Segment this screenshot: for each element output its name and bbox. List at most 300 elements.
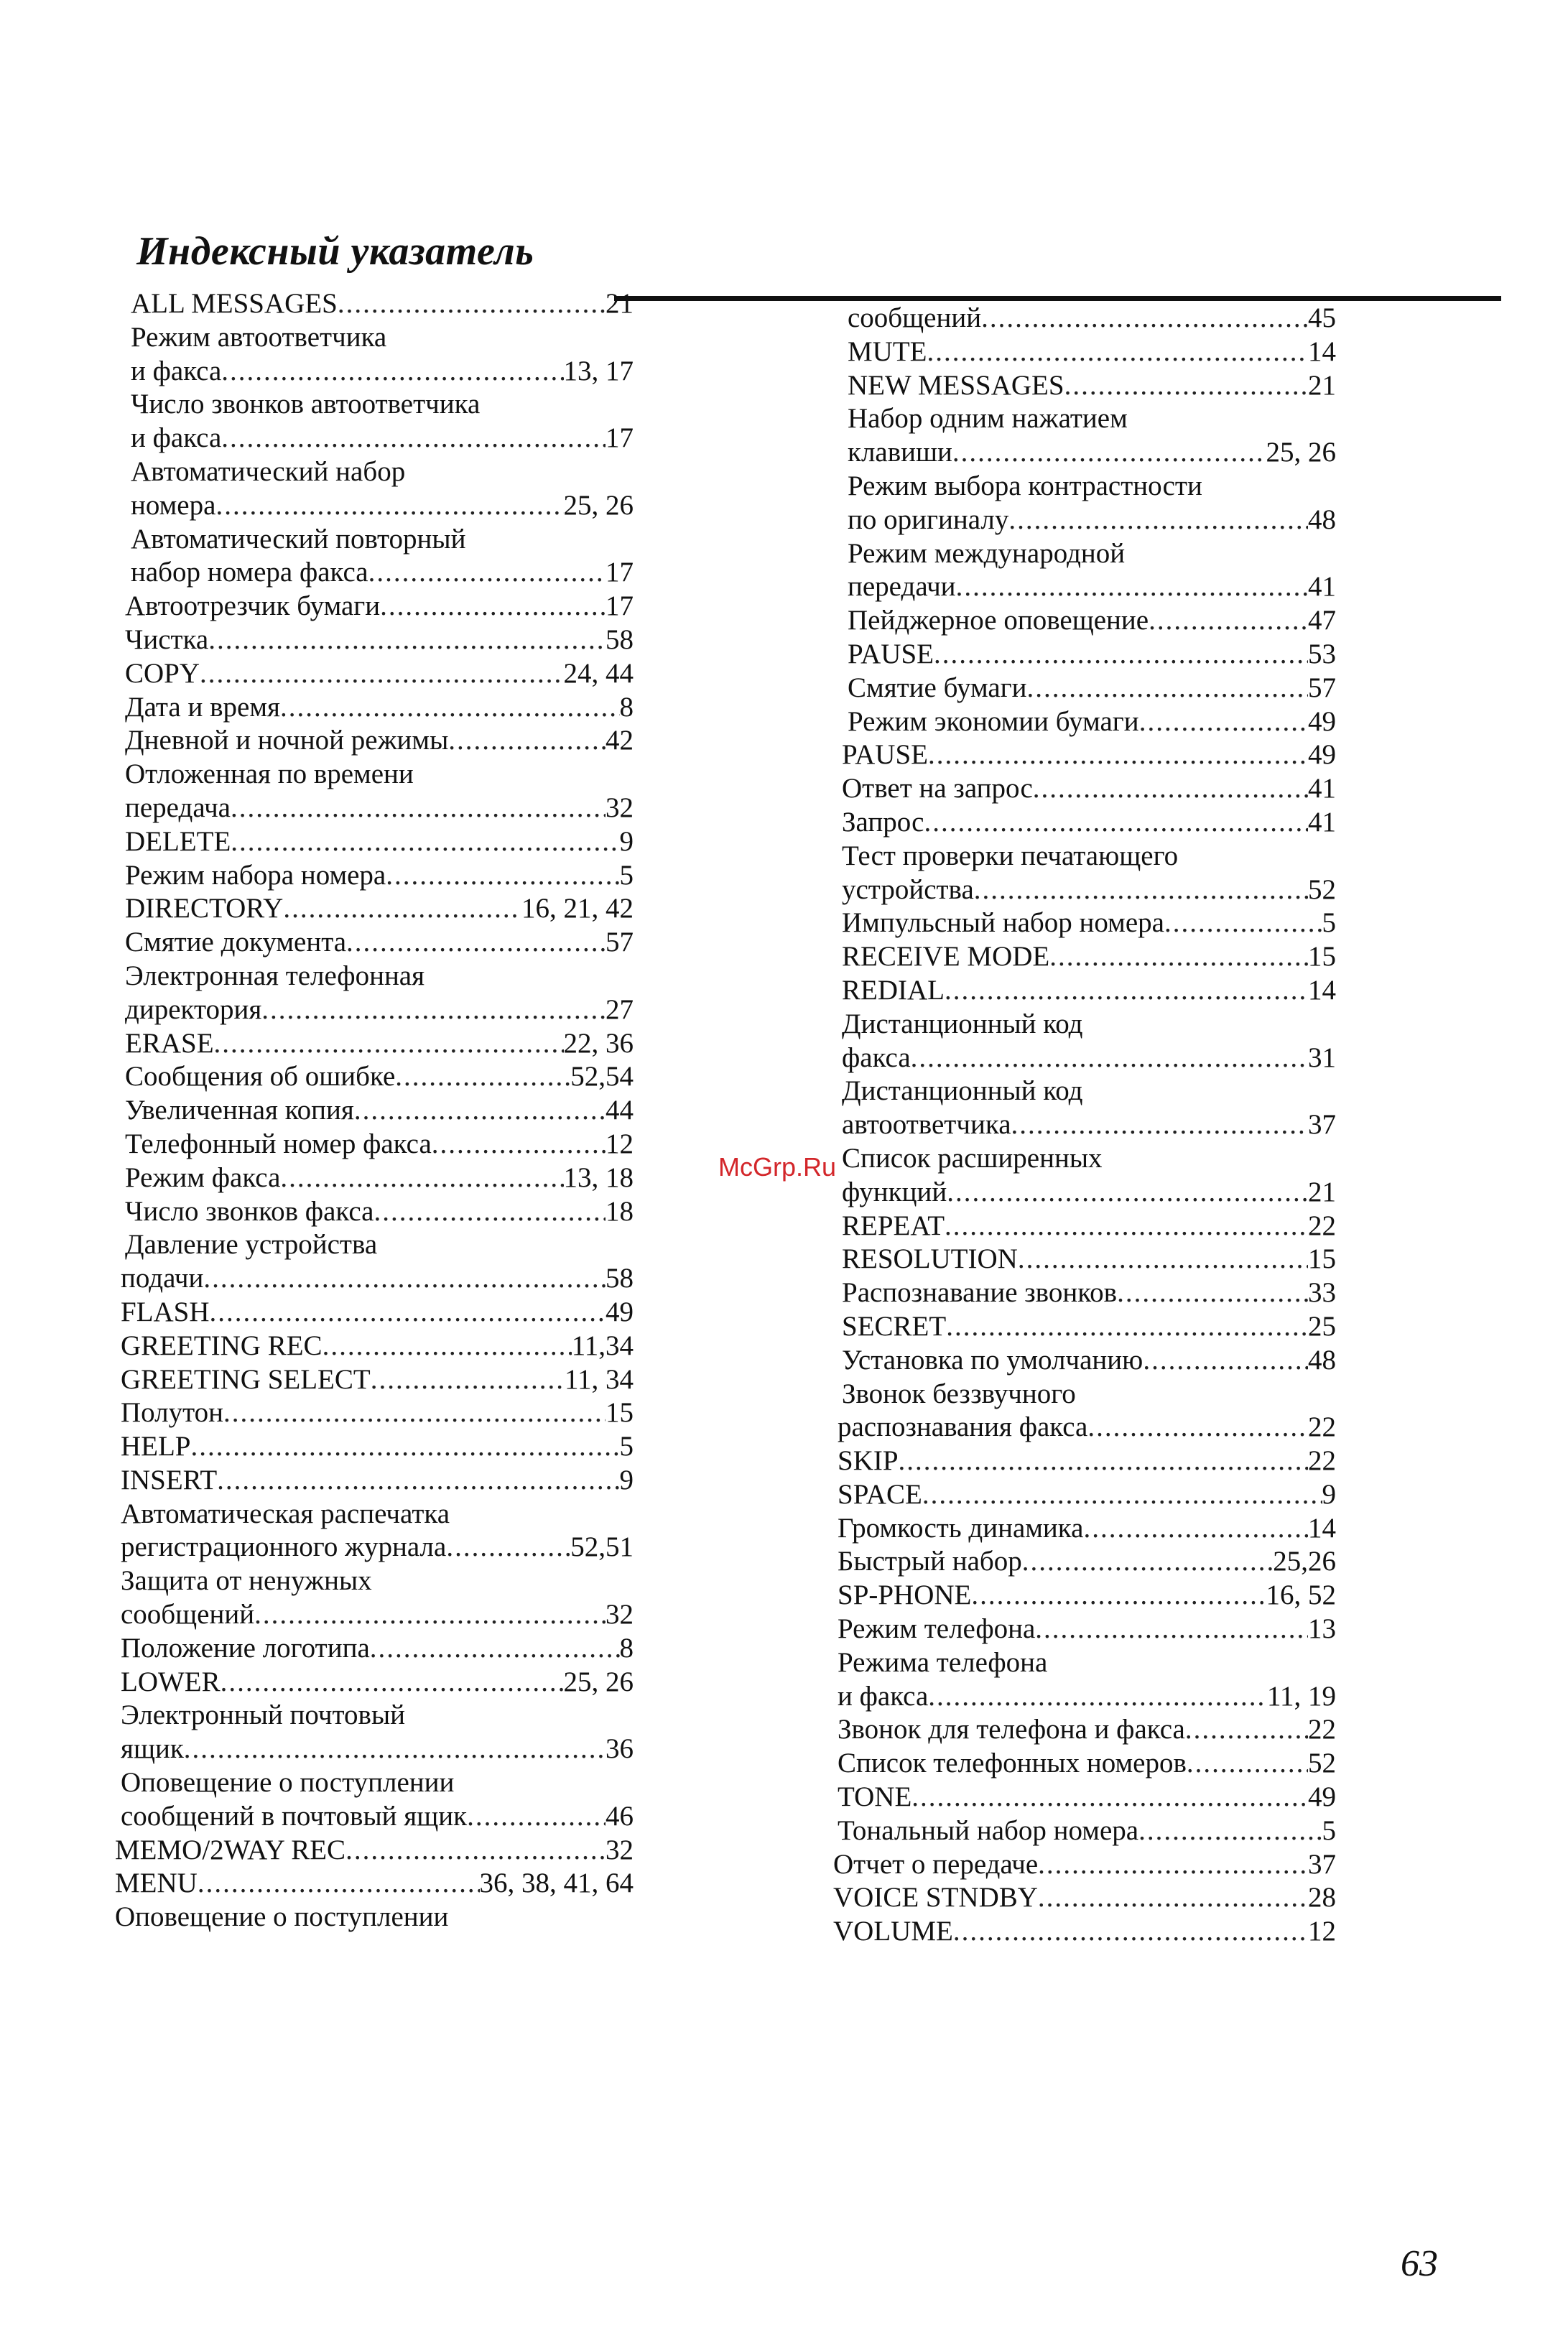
index-entry xyxy=(842,1142,1336,1176)
index-entry xyxy=(833,1881,1336,1915)
index-term: Автоматический набор xyxy=(131,455,406,487)
index-term: FLASH xyxy=(121,1296,210,1327)
index-term: Режим набора номера xyxy=(125,859,386,891)
index-pages: 14 xyxy=(1308,335,1336,367)
index-entry xyxy=(131,455,634,489)
dot-leader xyxy=(1035,1613,1308,1646)
dot-leader xyxy=(981,302,1308,335)
index-entry xyxy=(131,422,634,455)
index-term: и факса xyxy=(131,355,222,386)
index-term: ящик xyxy=(121,1733,184,1765)
dot-leader xyxy=(1117,1276,1308,1310)
dot-leader xyxy=(952,436,1266,470)
index-pages: 46 xyxy=(606,1800,634,1832)
index-entry xyxy=(125,1027,634,1061)
index-term: REDIAL xyxy=(842,974,945,1006)
index-pages: 37 xyxy=(1308,1848,1336,1880)
index-entry xyxy=(121,1296,634,1330)
dot-leader xyxy=(345,1834,606,1868)
index-entry xyxy=(121,1396,634,1430)
index-term: RECEIVE MODE xyxy=(842,941,1050,973)
index-term: распознавания факса xyxy=(838,1411,1088,1443)
index-pages: 48 xyxy=(1308,504,1336,535)
index-pages: 17 xyxy=(606,590,634,622)
index-term: подачи xyxy=(121,1263,204,1294)
index-term: Список расширенных xyxy=(842,1142,1103,1174)
index-pages: 17 xyxy=(606,422,634,454)
index-term: HELP xyxy=(121,1431,191,1462)
index-pages: 52 xyxy=(1308,1748,1336,1779)
index-entry xyxy=(125,623,634,657)
dot-leader xyxy=(432,1128,606,1161)
index-entry xyxy=(842,1310,1336,1344)
index-entry xyxy=(838,1646,1336,1680)
index-pages: 22 xyxy=(1308,1445,1336,1477)
index-term: Отложенная по времени xyxy=(125,759,414,790)
index-pages: 8 xyxy=(619,1632,634,1664)
index-term: DIRECTORY xyxy=(125,893,284,924)
index-term: Список телефонных номеров xyxy=(838,1748,1187,1779)
index-pages: 5 xyxy=(619,1431,634,1462)
index-entry xyxy=(131,287,634,321)
index-term: Автоматическая распечатка xyxy=(121,1498,450,1529)
index-pages: 25, 26 xyxy=(563,489,634,521)
index-pages: 15 xyxy=(606,1397,634,1429)
index-term: ALL MESSAGES xyxy=(131,288,338,319)
dot-leader xyxy=(380,590,606,623)
index-term: RESOLUTION xyxy=(842,1243,1018,1275)
index-entry xyxy=(125,926,634,960)
index-term: Режим международной xyxy=(848,537,1126,569)
dot-leader xyxy=(214,1027,564,1061)
index-term: Установка по умолчанию xyxy=(842,1344,1143,1376)
index-pages: 49 xyxy=(1308,705,1336,737)
dot-leader xyxy=(221,355,563,389)
dot-leader xyxy=(1083,1512,1308,1546)
index-pages: 52 xyxy=(1308,873,1336,905)
index-term: Набор одним нажатием xyxy=(848,403,1128,435)
dot-leader xyxy=(184,1733,606,1766)
index-entry xyxy=(115,1834,634,1868)
index-term: INSERT xyxy=(121,1464,218,1495)
index-entry xyxy=(125,892,634,926)
dot-leader xyxy=(924,806,1309,840)
index-term: SPACE xyxy=(838,1478,922,1510)
dot-leader xyxy=(1011,1108,1308,1142)
dot-leader xyxy=(374,1195,606,1229)
index-term: Тест проверки печатающего xyxy=(842,840,1179,871)
dot-leader xyxy=(928,738,1308,772)
dot-leader xyxy=(231,792,606,825)
index-term: Чистка xyxy=(125,623,209,655)
dot-leader xyxy=(338,287,606,321)
index-term: Число звонков факса xyxy=(125,1195,374,1227)
index-term: TONE xyxy=(838,1781,912,1813)
index-pages: 13 xyxy=(1308,1613,1336,1645)
index-entry xyxy=(838,1478,1336,1512)
index-term: Увеличенная копия xyxy=(125,1095,354,1126)
index-term: по оригиналу xyxy=(848,504,1009,535)
watermark: McGrp.Ru xyxy=(718,1152,837,1182)
index-pages: 11, 34 xyxy=(564,1363,634,1395)
index-entry xyxy=(125,724,634,758)
index-pages: 16, 52 xyxy=(1266,1580,1336,1611)
dot-leader xyxy=(346,926,606,960)
index-entry xyxy=(842,906,1336,940)
dot-leader xyxy=(371,1363,565,1397)
dot-leader xyxy=(1018,1243,1308,1276)
index-entry xyxy=(848,705,1336,739)
dot-leader xyxy=(223,1396,606,1430)
index-term: Автоотрезчик бумаги xyxy=(125,590,381,622)
index-entry xyxy=(848,335,1336,369)
dot-leader xyxy=(927,335,1309,369)
index-pages: 8 xyxy=(619,691,634,723)
index-pages: 16, 21, 42 xyxy=(521,893,634,924)
dot-leader xyxy=(1143,1344,1308,1378)
index-pages: 14 xyxy=(1308,974,1336,1006)
index-pages: 28 xyxy=(1308,1882,1336,1914)
index-term: SP-PHONE xyxy=(838,1580,972,1611)
index-term: Звонок беззвучного xyxy=(842,1378,1076,1409)
index-term: Режим телефона xyxy=(838,1613,1036,1645)
title-rule xyxy=(614,296,1501,301)
index-entry xyxy=(125,1094,634,1128)
index-pages: 5 xyxy=(1322,1814,1336,1846)
index-term: Смятие бумаги xyxy=(848,672,1027,703)
dot-leader xyxy=(945,1210,1308,1243)
index-entry xyxy=(125,1228,634,1262)
index-term: сообщений xyxy=(121,1599,255,1631)
index-pages: 53 xyxy=(1308,638,1336,669)
dot-leader xyxy=(899,1444,1308,1478)
index-pages: 44 xyxy=(606,1095,634,1126)
index-pages: 47 xyxy=(1308,605,1336,636)
index-term: Давление устройства xyxy=(125,1229,378,1261)
dot-leader xyxy=(467,1800,606,1834)
index-term: Звонок для телефона и факса xyxy=(838,1714,1185,1745)
index-pages: 17 xyxy=(606,557,634,588)
index-entry xyxy=(842,1276,1336,1310)
index-entry xyxy=(838,1444,1336,1478)
index-term: сообщений в почтовый ящик xyxy=(121,1800,468,1832)
index-term: REPEAT xyxy=(842,1210,945,1241)
index-entry xyxy=(842,1042,1336,1075)
index-entry xyxy=(833,1848,1336,1882)
index-term: Быстрый набор xyxy=(838,1546,1022,1577)
index-pages: 49 xyxy=(1308,1781,1336,1813)
index-pages: 14 xyxy=(1308,1512,1336,1544)
index-entry xyxy=(121,1464,634,1498)
index-pages: 25, 26 xyxy=(1266,437,1336,468)
index-pages: 36 xyxy=(606,1733,634,1765)
dot-leader xyxy=(928,1680,1267,1714)
index-entry xyxy=(125,590,634,623)
index-entry xyxy=(121,1262,634,1296)
index-pages: 12 xyxy=(1308,1916,1336,1947)
dot-leader xyxy=(215,489,563,523)
index-term: Запрос xyxy=(842,806,924,838)
index-entry xyxy=(125,859,634,893)
dot-leader xyxy=(200,657,563,691)
index-entry xyxy=(842,1210,1336,1243)
dot-leader xyxy=(354,1094,606,1128)
index-term: SECRET xyxy=(842,1310,947,1342)
index-pages: 32 xyxy=(606,1834,634,1865)
index-entry xyxy=(121,1666,634,1699)
index-entry xyxy=(115,1867,634,1901)
dot-leader xyxy=(971,1579,1266,1613)
dot-leader xyxy=(231,825,619,859)
index-entry xyxy=(848,302,1336,335)
index-entry xyxy=(121,1699,634,1733)
dot-leader xyxy=(1033,772,1308,806)
index-pages: 22, 36 xyxy=(563,1027,634,1059)
index-pages: 21 xyxy=(1308,1176,1336,1207)
index-pages: 41 xyxy=(1308,773,1336,804)
index-term: Полутон xyxy=(121,1397,224,1429)
dot-leader xyxy=(1149,604,1308,638)
dot-leader xyxy=(221,422,606,455)
index-pages: 11, 19 xyxy=(1266,1680,1336,1712)
index-entry xyxy=(848,537,1336,571)
dot-leader xyxy=(1038,1848,1308,1882)
index-pages: 9 xyxy=(1322,1478,1336,1510)
index-entry xyxy=(125,1060,634,1094)
dot-leader xyxy=(1008,504,1308,537)
index-term: VOLUME xyxy=(833,1916,953,1947)
index-term: Смятие документа xyxy=(125,927,347,958)
index-entry xyxy=(842,1378,1336,1411)
index-entry xyxy=(848,638,1336,672)
dot-leader xyxy=(323,1330,572,1363)
index-term: Пейджерное оповещение xyxy=(848,605,1149,636)
index-term: Режима телефона xyxy=(838,1646,1048,1678)
index-term: Режим экономии бумаги xyxy=(848,705,1139,737)
index-term: номера xyxy=(131,489,216,521)
index-entry xyxy=(115,1901,634,1934)
index-pages: 22 xyxy=(1308,1210,1336,1241)
index-term: Импульсный набор номера xyxy=(842,907,1164,939)
index-pages: 5 xyxy=(619,859,634,891)
index-pages: 58 xyxy=(606,1263,634,1294)
dot-leader xyxy=(1027,672,1308,705)
dot-leader xyxy=(221,1666,564,1699)
index-term: Дистанционный код xyxy=(842,1075,1083,1107)
index-term: Режим факса xyxy=(125,1161,281,1193)
index-term: сообщений xyxy=(848,302,982,333)
dot-leader xyxy=(911,1781,1308,1814)
dot-leader xyxy=(1022,1545,1273,1579)
index-term: устройства xyxy=(842,873,974,905)
index-column-left xyxy=(115,287,634,1934)
index-entry xyxy=(121,1430,634,1464)
dot-leader xyxy=(386,859,619,893)
index-entry xyxy=(838,1747,1336,1781)
index-pages: 12 xyxy=(606,1128,634,1159)
index-entry xyxy=(121,1363,634,1397)
index-pages: 25 xyxy=(1308,1310,1336,1342)
index-term: MUTE xyxy=(848,335,927,367)
index-entry xyxy=(131,388,634,422)
index-pages: 18 xyxy=(606,1195,634,1227)
index-pages: 48 xyxy=(1308,1344,1336,1376)
dot-leader xyxy=(370,1632,620,1666)
index-pages: 52,54 xyxy=(570,1061,634,1093)
index-pages: 25,26 xyxy=(1273,1546,1336,1577)
dot-leader xyxy=(974,873,1308,907)
dot-leader xyxy=(208,623,606,657)
dot-leader xyxy=(1049,940,1308,974)
index-term: Распознавание звонков xyxy=(842,1277,1118,1309)
index-pages: 41 xyxy=(1308,806,1336,838)
index-pages: 9 xyxy=(619,825,634,857)
index-entry xyxy=(842,940,1336,974)
index-term: Тональный набор номера xyxy=(838,1814,1139,1846)
index-pages: 25, 26 xyxy=(563,1666,634,1697)
index-entry xyxy=(838,1512,1336,1546)
dot-leader xyxy=(947,1176,1308,1210)
index-term: функций xyxy=(842,1176,947,1207)
index-term: Оповещение о поступлении xyxy=(121,1767,455,1799)
index-entry xyxy=(125,993,634,1027)
index-entry xyxy=(121,1531,634,1564)
index-pages: 11,34 xyxy=(571,1330,634,1361)
index-entry xyxy=(121,1766,634,1800)
dot-leader xyxy=(934,638,1308,672)
index-term: Электронный почтовый xyxy=(121,1699,406,1731)
index-entry xyxy=(842,1176,1336,1210)
index-term: LOWER xyxy=(121,1666,221,1697)
index-entry xyxy=(838,1680,1336,1714)
index-entry xyxy=(121,1632,634,1666)
index-entry xyxy=(842,1243,1336,1276)
index-entry xyxy=(848,504,1336,537)
dot-leader xyxy=(911,1042,1308,1075)
index-entry xyxy=(838,1613,1336,1646)
index-term: Режим выбора контрастности xyxy=(848,470,1202,501)
index-pages: 13, 18 xyxy=(563,1161,634,1193)
dot-leader xyxy=(448,724,606,758)
index-pages: 13, 17 xyxy=(563,355,634,386)
index-entry xyxy=(131,556,634,590)
index-column-right xyxy=(833,302,1336,1949)
index-pages: 21 xyxy=(1308,369,1336,401)
index-entry xyxy=(125,657,634,691)
index-term: ERASE xyxy=(125,1027,214,1059)
index-title: Индексный указатель xyxy=(136,229,534,274)
index-pages: 9 xyxy=(619,1464,634,1495)
index-entry xyxy=(121,1733,634,1766)
index-term: передачи xyxy=(848,571,956,603)
index-pages: 21 xyxy=(606,288,634,319)
index-entry xyxy=(848,402,1336,436)
index-term: Дневной и ночной режимы xyxy=(125,725,449,756)
index-term: и факса xyxy=(131,422,222,454)
dot-leader xyxy=(395,1060,570,1094)
dot-leader xyxy=(280,1161,563,1195)
index-term: Ответ на запрос xyxy=(842,773,1033,804)
index-term: MENU xyxy=(115,1868,198,1899)
index-entry xyxy=(842,1008,1336,1042)
index-entry xyxy=(838,1713,1336,1747)
index-pages: 32 xyxy=(606,792,634,823)
index-entry xyxy=(848,436,1336,470)
index-term: MEMO/2WAY REC xyxy=(115,1834,346,1865)
dot-leader xyxy=(283,892,521,926)
index-entry xyxy=(842,738,1336,772)
index-pages: 52,51 xyxy=(570,1531,634,1563)
index-entry xyxy=(125,1195,634,1229)
index-entry xyxy=(125,960,634,993)
index-term: Защита от ненужных xyxy=(121,1565,372,1597)
index-entry xyxy=(125,758,634,792)
index-entry xyxy=(121,1330,634,1363)
index-pages: 22 xyxy=(1308,1411,1336,1443)
index-term: Автоматический повторный xyxy=(131,523,466,555)
index-term: набор номера факса xyxy=(131,557,368,588)
dot-leader xyxy=(254,1598,606,1632)
index-entry xyxy=(121,1564,634,1598)
index-term: Отчет о передаче xyxy=(833,1848,1039,1880)
index-pages: 49 xyxy=(1308,739,1336,771)
index-entry xyxy=(131,355,634,389)
index-entry xyxy=(842,840,1336,873)
index-entry xyxy=(121,1598,634,1632)
index-entry xyxy=(838,1411,1336,1444)
dot-leader xyxy=(1038,1881,1308,1915)
dot-leader xyxy=(446,1531,570,1564)
dot-leader xyxy=(1139,705,1308,739)
dot-leader xyxy=(1187,1747,1308,1781)
index-term: Дата и время xyxy=(125,691,280,723)
index-entry xyxy=(842,873,1336,907)
index-term: и факса xyxy=(838,1680,929,1712)
index-pages: 15 xyxy=(1308,1243,1336,1275)
index-term: Режим автоответчика xyxy=(131,321,387,353)
dot-leader xyxy=(198,1867,480,1901)
index-entry xyxy=(131,489,634,523)
index-term: GREETING SELECT xyxy=(121,1363,371,1395)
index-term: DELETE xyxy=(125,825,231,857)
index-entry xyxy=(842,1344,1336,1378)
index-pages: 45 xyxy=(1308,302,1336,333)
index-entry xyxy=(838,1545,1336,1579)
dot-leader xyxy=(261,993,606,1027)
index-entry xyxy=(125,1161,634,1195)
page-number: 63 xyxy=(1401,2243,1438,2284)
index-term: Телефонный номер факса xyxy=(125,1128,432,1159)
index-term: директория xyxy=(125,993,262,1025)
index-entry xyxy=(121,1498,634,1531)
index-entry xyxy=(838,1781,1336,1814)
index-term: VOICE STNDBY xyxy=(833,1882,1038,1914)
index-term: Электронная телефонная xyxy=(125,960,425,991)
index-term: факса xyxy=(842,1042,911,1073)
dot-leader xyxy=(1064,369,1308,403)
dot-leader xyxy=(1087,1411,1308,1444)
index-entry xyxy=(842,1075,1336,1108)
index-term: передача xyxy=(125,792,231,823)
dot-leader xyxy=(217,1464,619,1498)
dot-leader xyxy=(922,1478,1322,1512)
dot-leader xyxy=(1185,1713,1308,1747)
index-term: регистрационного журнала xyxy=(121,1531,447,1563)
dot-leader xyxy=(1138,1814,1322,1848)
index-term: PAUSE xyxy=(842,739,928,771)
index-entry xyxy=(842,772,1336,806)
index-entry xyxy=(125,691,634,725)
